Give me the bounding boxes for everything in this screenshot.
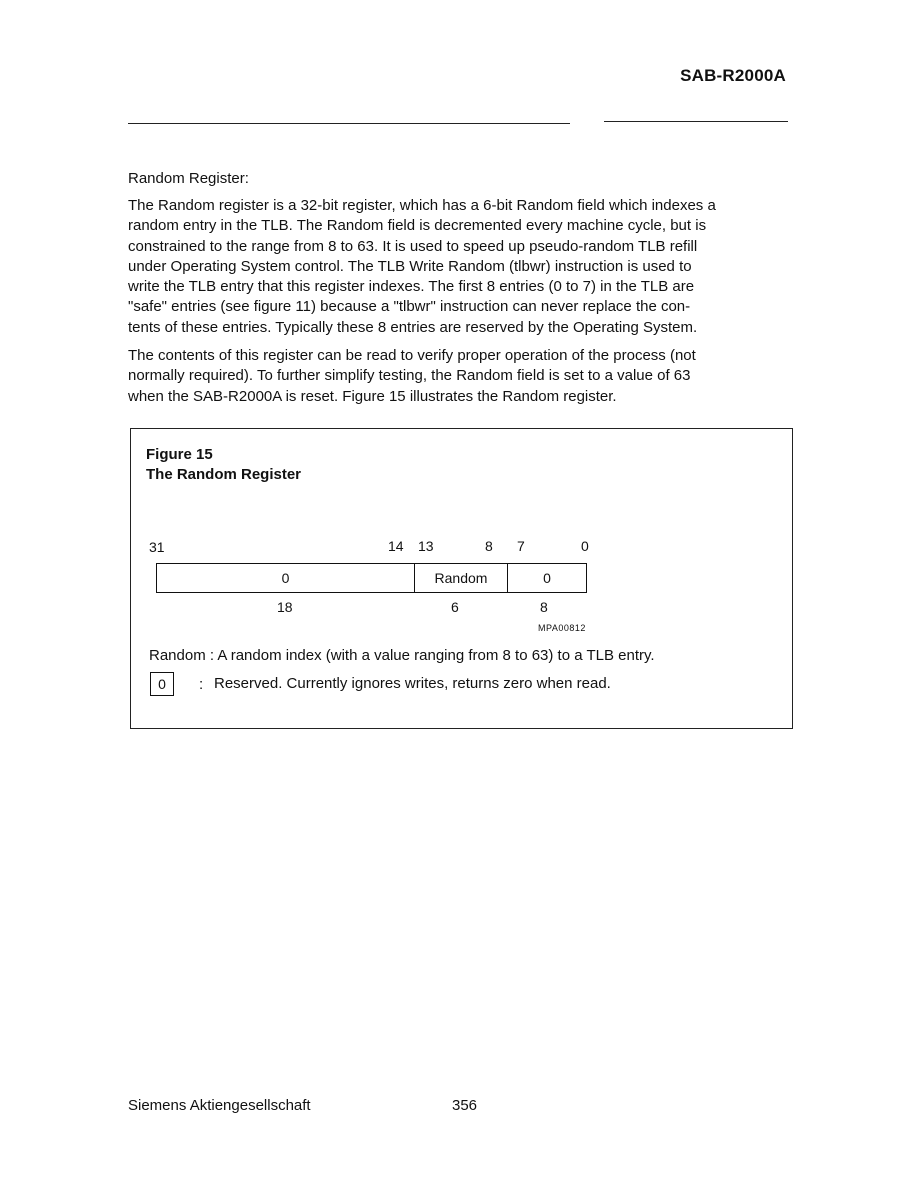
figure-title: The Random Register [146,466,302,483]
paragraph-1 [128,196,780,338]
paragraph-line: The contents of this register can be read to verify proper operation of the process (not [128,347,696,364]
paragraph-line: tents of these entries. Typically these 8 entries are reserved by the Operating System. [128,318,698,336]
paragraph-line: "safe" entries (see figure 11) because a "tlbwr" instruction can never replace the con- [128,298,691,316]
paragraph-line: The Random register is a 32-bit register, which has a 6-bit Random field which indexes a [128,197,716,214]
field-width-8: 8 [540,599,548,615]
paragraph-line: under Operating System control. The TLB Write Random (tlbwr) instruction is used to [128,257,692,275]
random-field: Random [414,564,507,592]
legend-random: Random : A random index (with a value ranging from 8 to 63) to a TLB entry. [149,647,655,664]
paragraph-line: normally required). To further simplify testing, the Random field is set to a value of 63 [128,367,691,385]
footer-company: Siemens Aktiengesellschaft [128,1097,311,1114]
reserved-symbol-box: 0 [150,672,174,696]
paragraph-line: constrained to the range from 8 to 63. It is used to speed up pseudo-random TLB refill [128,237,698,255]
legend-reserved: Reserved. Currently ignores writes, returns zero when read. [214,675,611,692]
page-header-title: SAB-R2000A [680,66,786,85]
page-number: 356 [452,1097,478,1114]
bit-label-31: 31 [149,539,165,555]
field-width-6: 6 [451,599,459,615]
reserved-field-low: 0 [507,564,586,592]
figure-number: Figure 15 [146,446,213,463]
paragraph-line: when the SAB-R2000A is reset. Figure 15 illustrates the Random register. [128,387,617,405]
bit-label-0: 0 [581,538,589,554]
section-heading: Random Register: [128,170,249,187]
paragraph-2 [128,346,780,407]
legend-reserved-colon: : [199,676,204,693]
figure-code: MPA00812 [538,623,586,633]
bit-label-14: 14 [388,538,404,554]
field-width-18: 18 [277,599,293,615]
bit-label-7: 7 [517,538,525,554]
header-rule-left [128,123,570,124]
bit-label-13: 13 [418,538,434,554]
paragraph-line: write the TLB entry that this register indexes. The first 8 entries (0 to 7) in the TLB are [128,278,695,296]
register-diagram [156,563,587,593]
paragraph-line: random entry in the TLB. The Random field is decremented every machine cycle, but is [128,217,707,235]
bit-label-8: 8 [485,538,493,554]
header-rule-right [604,121,788,122]
reserved-field-high: 0 [281,570,290,586]
